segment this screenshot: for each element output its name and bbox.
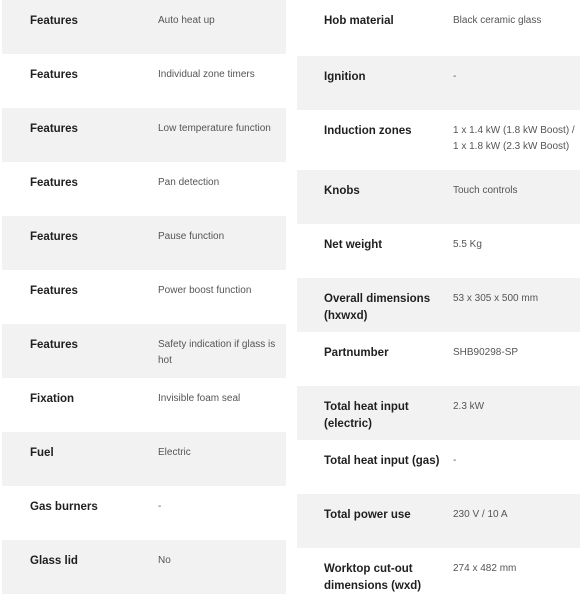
spec-label: Total heat input (gas) (324, 455, 440, 467)
spec-row-fixation (2, 378, 286, 432)
spec-label: Features (30, 15, 78, 27)
spec-label: Fixation (30, 393, 75, 405)
spec-label: Features (30, 69, 78, 81)
spec-label: Hob material (324, 15, 394, 27)
spec-value: 274 x 482 mm (453, 563, 517, 574)
spec-row-total-power-use (297, 494, 580, 548)
spec-value: Safety indication if glass is hot (158, 339, 276, 366)
spec-row-knobs (297, 170, 580, 224)
spec-row-gas-burners (2, 486, 286, 540)
spec-label: Features (30, 285, 78, 297)
spec-row-fuel (2, 432, 286, 486)
spec-label: Overall dimensions (hxwxd) (324, 293, 431, 322)
spec-value: 53 x 305 x 500 mm (453, 293, 539, 304)
spec-row-worktop-cutout (297, 548, 580, 603)
spec-value: Touch controls (453, 185, 518, 196)
spec-value: 2.3 kW (453, 401, 485, 412)
spec-value: SHB90298-SP (453, 347, 519, 358)
spec-row-features-pause (2, 216, 286, 270)
spec-label: Features (30, 339, 78, 351)
spec-value: Individual zone timers (158, 69, 255, 80)
spec-row-overall-dimensions (297, 278, 580, 332)
spec-row-net-weight (297, 224, 580, 278)
spec-value: Power boost function (158, 285, 252, 296)
spec-row-total-heat-input-electric (297, 386, 580, 440)
spec-label: Features (30, 123, 78, 135)
spec-table-right (297, 0, 580, 603)
spec-label: Features (30, 177, 78, 189)
spec-value: 230 V / 10 A (453, 509, 508, 520)
spec-label: Ignition (324, 71, 366, 83)
spec-row-features-low-temperature (2, 108, 286, 162)
spec-value: Pan detection (158, 177, 220, 188)
spec-row-features-safety-indication (2, 324, 286, 378)
spec-row-features-power-boost (2, 270, 286, 324)
spec-value: Auto heat up (158, 15, 215, 26)
spec-label: Total power use (324, 509, 411, 521)
spec-value: - (453, 71, 457, 82)
spec-value: 5.5 Kg (453, 239, 482, 250)
spec-row-total-heat-input-gas (297, 440, 580, 494)
spec-value: Invisible foam seal (158, 393, 241, 404)
spec-value: Pause function (158, 231, 225, 242)
spec-value: Low temperature function (158, 123, 271, 134)
spec-label: Induction zones (324, 125, 412, 137)
spec-value: Electric (158, 447, 191, 458)
spec-label: Partnumber (324, 347, 389, 359)
spec-label: Net weight (324, 239, 383, 251)
spec-value: - (453, 455, 457, 466)
spec-table-left (2, 0, 286, 594)
spec-row-features-auto-heat-up (2, 0, 286, 54)
spec-row-hob-material (297, 0, 580, 56)
spec-value: No (158, 555, 171, 566)
spec-label: Total heat input (electric) (324, 401, 409, 430)
spec-value: - (158, 501, 162, 512)
spec-label: Knobs (324, 185, 360, 197)
spec-label: Worktop cut-out dimensions (wxd) (324, 563, 422, 592)
spec-row-partnumber (297, 332, 580, 386)
spec-value: 1 x 1.4 kW (1.8 kW Boost) / 1 x 1.8 kW (2.3 kW Boost) (453, 125, 575, 152)
spec-row-induction-zones (297, 110, 580, 170)
spec-row-glass-lid (2, 540, 286, 594)
spec-row-features-pan-detection (2, 162, 286, 216)
spec-label: Features (30, 231, 78, 243)
spec-value: Black ceramic glass (453, 15, 542, 26)
spec-row-features-zone-timers (2, 54, 286, 108)
spec-row-ignition (297, 56, 580, 110)
spec-label: Fuel (30, 447, 54, 459)
spec-label: Gas burners (30, 501, 98, 513)
spec-label: Glass lid (30, 555, 78, 567)
